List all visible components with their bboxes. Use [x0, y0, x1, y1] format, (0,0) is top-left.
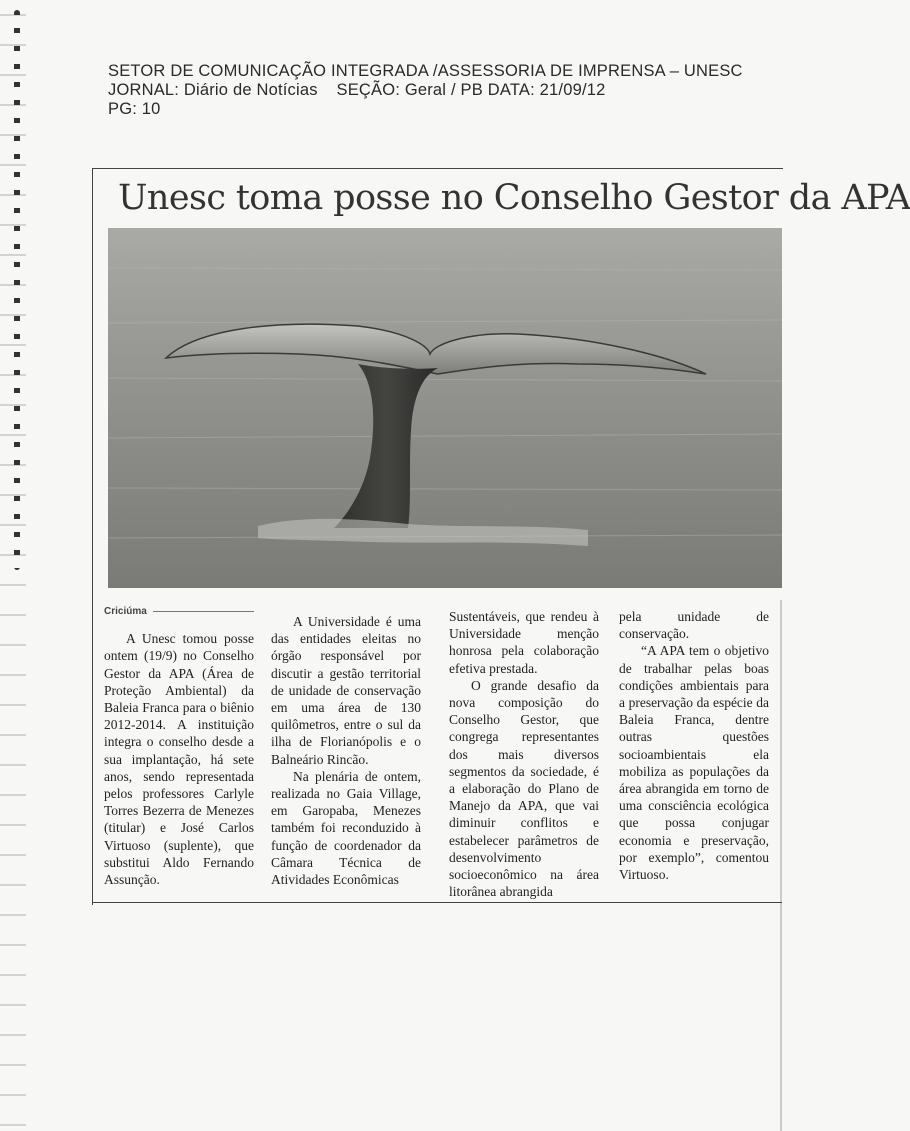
article-column-4 — [619, 608, 769, 883]
clipping-header — [108, 62, 748, 119]
article-body — [104, 603, 784, 903]
header-pb: / PB — [450, 81, 483, 99]
article-column-1 — [104, 603, 254, 888]
column-4-paragraph-1: pela unidade de conservação. — [619, 609, 769, 642]
header-details — [108, 81, 748, 100]
column-3-paragraph-2: O grande desafio da nova composição do Conselho Gestor, que congrega representantes dos mais diversos segmentos da sociedade, é a elaboração do Plano de Manejo da APA, que vai diminuir conflitos e estabelecer parâmetros de desenvolvimento socioeconômico na área litorânea abrangida — [449, 677, 599, 900]
dateline-text: Criciúma — [104, 606, 147, 617]
article-dateline — [104, 603, 254, 620]
column-4-paragraph-2: “A APA tem o objetivo de trabalhar pelas boas condições ambientais para a preservação da espécie da Baleia Franca, dentre outras questões socioambientais ela mobiliza as populações da área abrangida em torno de uma consciência ecológica que possa conjugar economia e preservação, por exemplo”, comentou Virtuoso. — [619, 643, 769, 883]
article-column-3 — [449, 608, 599, 900]
column-2-paragraph-1: A Universidade é uma das entidades eleitas no órgão responsável por discutir a gestão territorial de unidade de conservação em uma área de 130 quilômetros, entre o sul da ilha de Florianópolis e o Balneário Rincão. — [271, 614, 421, 767]
article-headline: Unesc toma posse no Conselho Gestor da APA — [118, 178, 910, 218]
header-sector: SETOR DE COMUNICAÇÃO INTEGRADA /ASSESSORIA DE IMPRENSA – UNESC — [108, 62, 743, 80]
whale-tail-photo — [108, 228, 782, 588]
binder-holes — [14, 10, 20, 570]
header-jornal: JORNAL: Diário de Notícias — [108, 81, 318, 99]
header-date: DATA: 21/09/12 — [487, 81, 606, 99]
article-column-2 — [271, 613, 421, 888]
column-3-paragraph-1: Sustentáveis, que rendeu à Universidade menção honrosa pela colaboração efetiva prestada. — [449, 609, 599, 676]
column-1-text: A Unesc tomou posse ontem (19/9) no Conselho Gestor da APA (Área de Proteção Ambiental) da Baleia Franca para o biênio 2012-2014. A instituição integra o conselho desde a sua implantação, há sete anos, sendo representada pelos professores Carlyle Torres Bezerra de Menezes (titular) e José Carlos Virtuoso (suplente), que substitui Aldo Fernando Assunção. — [104, 631, 254, 888]
binder-edge — [0, 0, 26, 1131]
header-page: PG: 10 — [108, 100, 161, 118]
column-2-paragraph-2: Na plenária de ontem, realizada no Gaia Village, em Garopaba, Menezes também foi reconduzido à função de coordenador da Câmara Técnica de Atividades Econômicas — [271, 768, 421, 888]
header-secao: SEÇÃO: Geral — [336, 81, 447, 99]
